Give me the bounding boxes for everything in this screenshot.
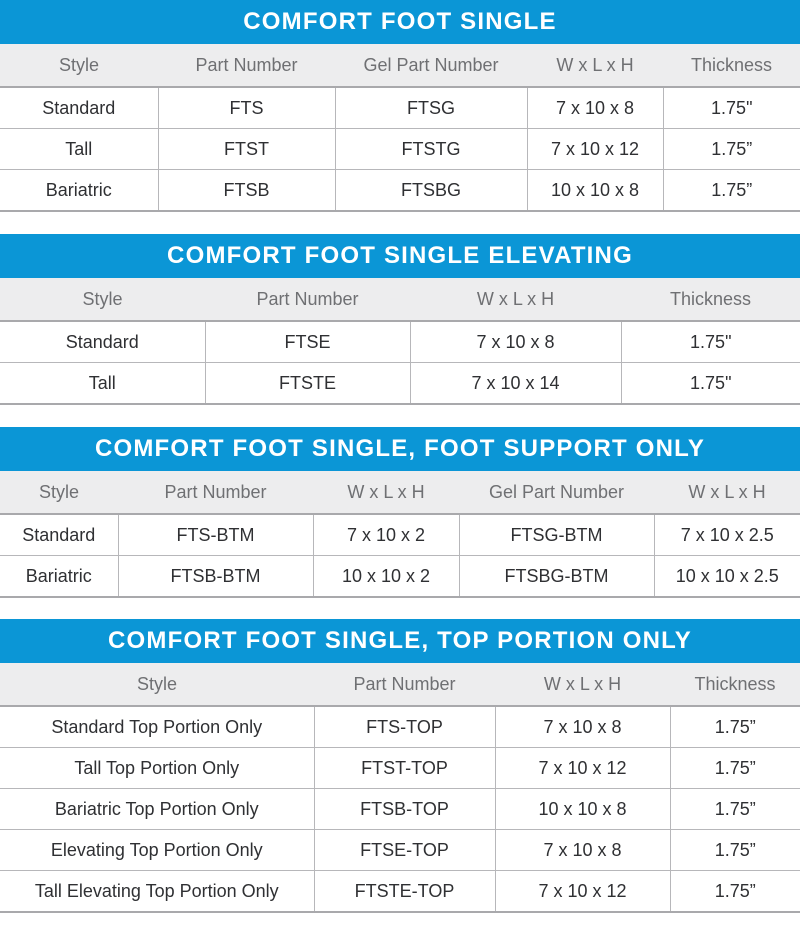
- table-row: [0, 321, 800, 363]
- header-row: [0, 471, 800, 514]
- cell-style: Standard: [0, 514, 118, 556]
- cell-part-number: FTSB-BTM: [118, 556, 313, 598]
- cell-thickness: 1.75”: [670, 830, 800, 871]
- cell-thickness: 1.75": [663, 87, 800, 129]
- column-header: Style: [0, 44, 158, 87]
- table-row: [0, 363, 800, 405]
- cell-dimensions: 7 x 10 x 8: [495, 830, 670, 871]
- cell-gel-part-number: FTSG-BTM: [459, 514, 654, 556]
- cell-part-number: FTSB: [158, 170, 335, 212]
- table-row: [0, 129, 800, 170]
- cell-thickness: 1.75”: [670, 706, 800, 748]
- cell-part-number: FTST: [158, 129, 335, 170]
- column-header: Style: [0, 663, 314, 706]
- cell-thickness: 1.75": [621, 321, 800, 363]
- cell-style: Bariatric Top Portion Only: [0, 789, 314, 830]
- header-row: [0, 663, 800, 706]
- cell-dimensions: 10 x 10 x 8: [495, 789, 670, 830]
- column-header: Thickness: [621, 278, 800, 321]
- cell-dimensions: 7 x 10 x 14: [410, 363, 621, 405]
- section-title: COMFORT FOOT SINGLE, FOOT SUPPORT ONLY: [0, 427, 800, 471]
- table-row: [0, 706, 800, 748]
- cell-style: Tall: [0, 129, 158, 170]
- table-row: [0, 830, 800, 871]
- cell-dimensions: 7 x 10 x 8: [495, 706, 670, 748]
- cell-style: Standard Top Portion Only: [0, 706, 314, 748]
- cell-part-number: FTSB-TOP: [314, 789, 495, 830]
- column-header: W x L x H: [410, 278, 621, 321]
- column-header: Part Number: [158, 44, 335, 87]
- spec-table: [0, 278, 800, 405]
- cell-thickness: 1.75”: [663, 170, 800, 212]
- cell-gel-part-number: FTSBG-BTM: [459, 556, 654, 598]
- cell-style: Tall Elevating Top Portion Only: [0, 871, 314, 913]
- cell-style: Tall Top Portion Only: [0, 748, 314, 789]
- section-foot-support-only: [0, 427, 800, 598]
- header-row: [0, 278, 800, 321]
- cell-part-number: FTSTE: [205, 363, 410, 405]
- cell-part-number: FTSTE-TOP: [314, 871, 495, 913]
- cell-dimensions: 7 x 10 x 12: [495, 748, 670, 789]
- cell-thickness: 1.75”: [670, 789, 800, 830]
- cell-dimensions: 7 x 10 x 8: [410, 321, 621, 363]
- header-row: [0, 44, 800, 87]
- cell-thickness: 1.75”: [663, 129, 800, 170]
- table-row: [0, 748, 800, 789]
- cell-part-number: FTS: [158, 87, 335, 129]
- section-comfort-foot-single: [0, 0, 800, 212]
- section-title: COMFORT FOOT SINGLE: [0, 0, 800, 44]
- cell-dimensions: 7 x 10 x 12: [527, 129, 663, 170]
- cell-style: Standard: [0, 87, 158, 129]
- section-comfort-foot-single-elevating: [0, 234, 800, 405]
- table-row: [0, 871, 800, 913]
- column-header: Gel Part Number: [335, 44, 527, 87]
- spec-table: [0, 471, 800, 598]
- cell-style: Tall: [0, 363, 205, 405]
- column-header: W x L x H: [527, 44, 663, 87]
- column-header: W x L x H: [313, 471, 459, 514]
- section-title: COMFORT FOOT SINGLE ELEVATING: [0, 234, 800, 278]
- cell-part-number: FTST-TOP: [314, 748, 495, 789]
- cell-gel-part-number: FTSG: [335, 87, 527, 129]
- cell-part-number: FTS-TOP: [314, 706, 495, 748]
- column-header: Gel Part Number: [459, 471, 654, 514]
- cell-gel-part-number: FTSBG: [335, 170, 527, 212]
- table-row: [0, 514, 800, 556]
- column-header: Thickness: [663, 44, 800, 87]
- cell-gel-dimensions: 10 x 10 x 2.5: [654, 556, 800, 598]
- cell-gel-part-number: FTSTG: [335, 129, 527, 170]
- column-header: Style: [0, 471, 118, 514]
- cell-style: Bariatric: [0, 170, 158, 212]
- column-header: Style: [0, 278, 205, 321]
- cell-thickness: 1.75": [621, 363, 800, 405]
- section-title: COMFORT FOOT SINGLE, TOP PORTION ONLY: [0, 619, 800, 663]
- spec-table: [0, 663, 800, 913]
- table-row: [0, 789, 800, 830]
- cell-thickness: 1.75”: [670, 748, 800, 789]
- table-row: [0, 170, 800, 212]
- cell-dimensions: 7 x 10 x 12: [495, 871, 670, 913]
- spec-table: [0, 44, 800, 212]
- column-header: Part Number: [314, 663, 495, 706]
- cell-style: Standard: [0, 321, 205, 363]
- column-header: Part Number: [118, 471, 313, 514]
- cell-thickness: 1.75”: [670, 871, 800, 913]
- cell-part-number: FTS-BTM: [118, 514, 313, 556]
- cell-part-number: FTSE: [205, 321, 410, 363]
- column-header: Thickness: [670, 663, 800, 706]
- cell-dimensions: 7 x 10 x 8: [527, 87, 663, 129]
- table-row: [0, 556, 800, 598]
- cell-part-number: FTSE-TOP: [314, 830, 495, 871]
- cell-gel-dimensions: 7 x 10 x 2.5: [654, 514, 800, 556]
- column-header: W x L x H: [495, 663, 670, 706]
- column-header: W x L x H: [654, 471, 800, 514]
- cell-dimensions: 10 x 10 x 8: [527, 170, 663, 212]
- table-row: [0, 87, 800, 129]
- cell-style: Elevating Top Portion Only: [0, 830, 314, 871]
- cell-dimensions: 10 x 10 x 2: [313, 556, 459, 598]
- column-header: Part Number: [205, 278, 410, 321]
- section-top-portion-only: [0, 619, 800, 913]
- cell-dimensions: 7 x 10 x 2: [313, 514, 459, 556]
- cell-style: Bariatric: [0, 556, 118, 598]
